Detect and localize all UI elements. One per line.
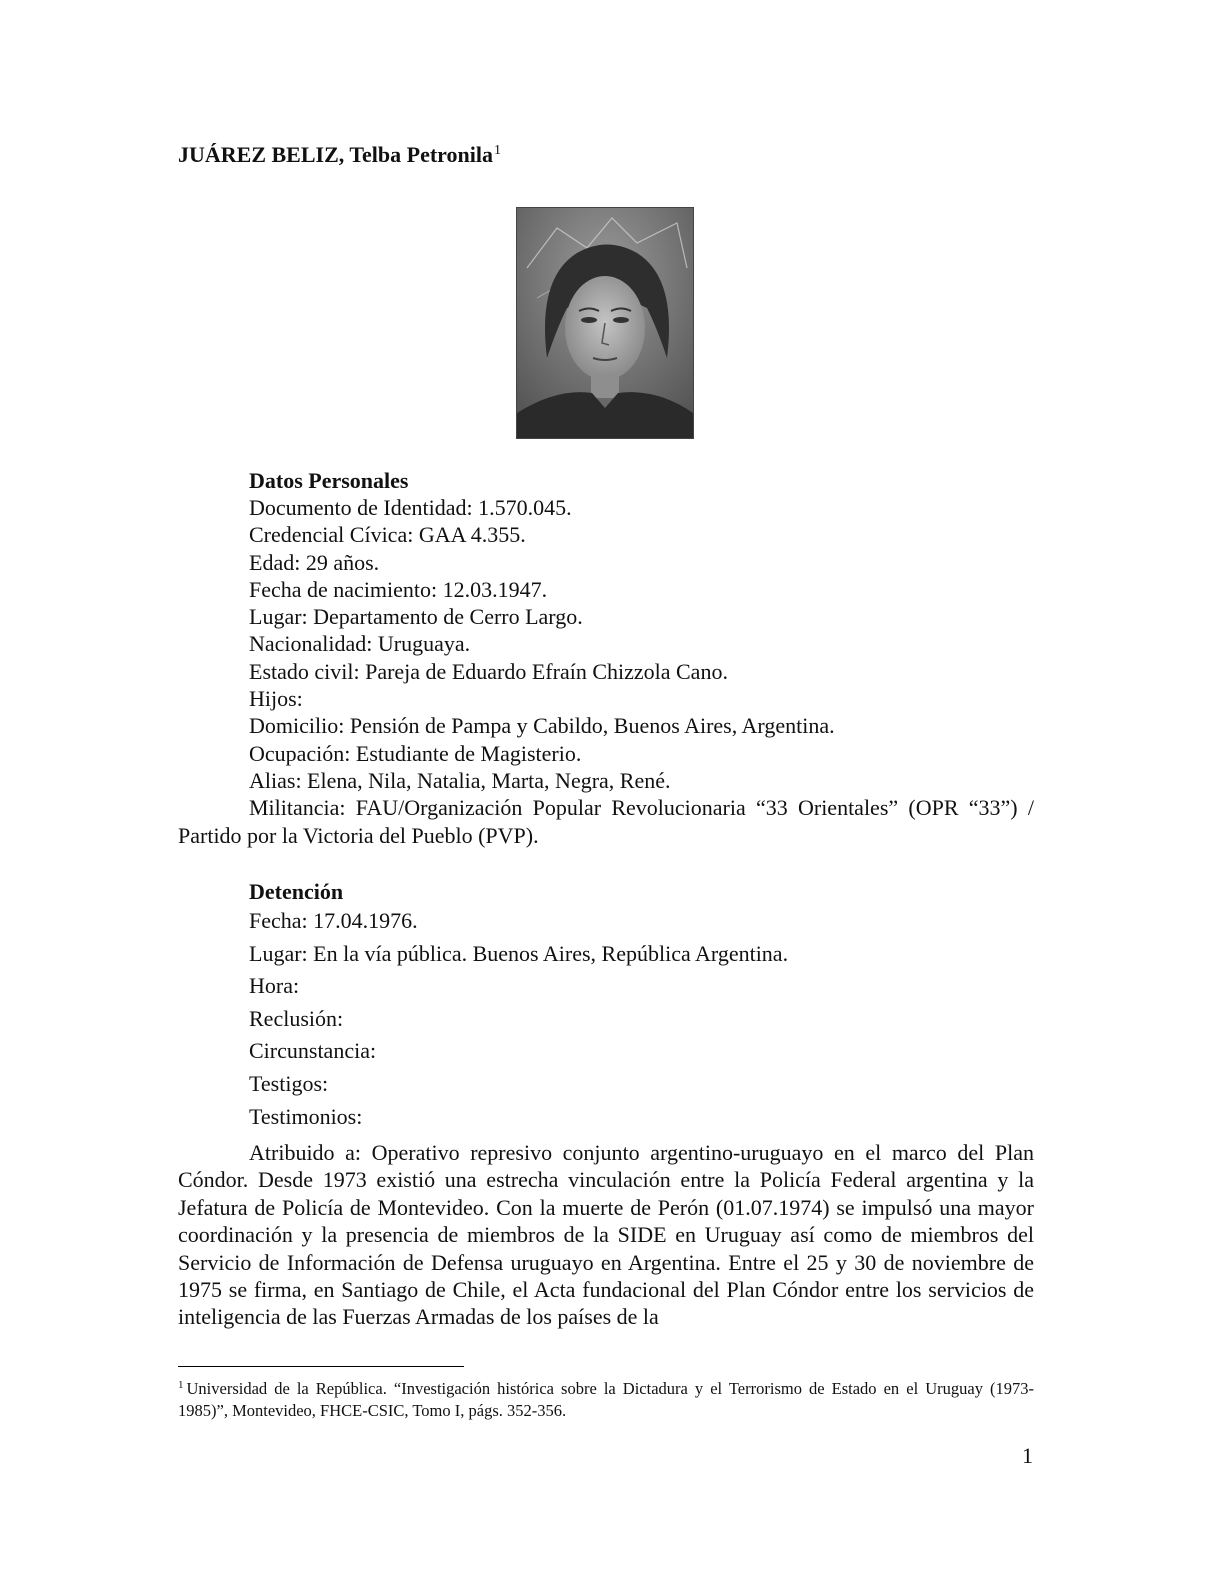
militancia-paragraph: Militancia: FAU/Organización Popular Revolucionaria “33 Orientales” (OPR “33”) / Partido por la Victoria del Pueblo (PVP). <box>178 795 1034 848</box>
datos-line: Alias: Elena, Nila, Natalia, Marta, Negra, René. <box>249 767 671 793</box>
datos-line: Ocupación: Estudiante de Magisterio. <box>249 740 582 766</box>
detencion-section <box>178 878 1034 1133</box>
detencion-line: Fecha: 17.04.1976. <box>249 908 418 933</box>
datos-line: Estado civil: Pareja de Eduardo Efraín Chizzola Cano. <box>249 658 728 684</box>
datos-line: Lugar: Departamento de Cerro Largo. <box>249 604 583 630</box>
atribuido-paragraph: Atribuido a: Operativo represivo conjunto argentino-uruguayo en el marco del Plan Cóndor. Desde 1973 existió una estrecha vinculación entre la Policía Federal argentina y la Jefatura de Policía de Montevideo. Con la muerte de Perón (01.07.1974) se impulsó una mayor coordinación y la presencia de miembros de la SIDE en Uruguay así como de miembros del Servicio de Información de Defensa uruguayo en Argentina. Entre el 25 y 30 de noviembre de 1975 se firma, en Santiago de Chile, el Acta fundacional del Plan Cóndor entre los servicios de inteligencia de las Fuerzas Armadas de los países de la <box>178 1140 1034 1330</box>
datos-line: Domicilio: Pensión de Pampa y Cabildo, Buenos Aires, Argentina. <box>249 713 835 739</box>
footnote-number: 1 <box>178 1378 184 1391</box>
title-footnote-ref: 1 <box>494 142 501 158</box>
title-text: JUÁREZ BELIZ, Telba Petronila <box>178 142 493 167</box>
datos-line: Nacionalidad: Uruguaya. <box>249 631 471 657</box>
detencion-line: Testigos: <box>249 1070 329 1096</box>
datos-personales-section <box>178 467 1034 849</box>
footnote <box>178 1378 1034 1422</box>
page-title <box>178 142 501 168</box>
detencion-line: Lugar: En la vía pública. Buenos Aires, República Argentina. <box>249 940 789 966</box>
detencion-line: Reclusión: <box>249 1005 344 1031</box>
detencion-heading: Detención <box>249 879 344 904</box>
datos-line: Fecha de nacimiento: 12.03.1947. <box>249 576 548 602</box>
page-number: 1 <box>1022 1443 1033 1468</box>
portrait-image <box>517 208 693 438</box>
footnote-text: Universidad de la República. “Investigación histórica sobre la Dictadura y el Terrorismo de Estado en el Uruguay (1973-1985)”, Montevideo, FHCE-CSIC, Tomo I, págs. 352-356. <box>178 1379 1034 1420</box>
portrait-photo <box>516 207 694 439</box>
datos-personales-heading: Datos Personales <box>249 468 409 493</box>
datos-line: Documento de Identidad: 1.570.045. <box>249 495 572 520</box>
footnote-divider <box>178 1366 464 1367</box>
datos-line: Hijos: <box>249 686 303 712</box>
datos-line: Edad: 29 años. <box>249 549 380 575</box>
detencion-line: Testimonios: <box>249 1103 363 1129</box>
detencion-line: Circunstancia: <box>249 1038 377 1064</box>
detencion-line: Hora: <box>249 973 300 999</box>
datos-line: Credencial Cívica: GAA 4.355. <box>249 522 526 548</box>
